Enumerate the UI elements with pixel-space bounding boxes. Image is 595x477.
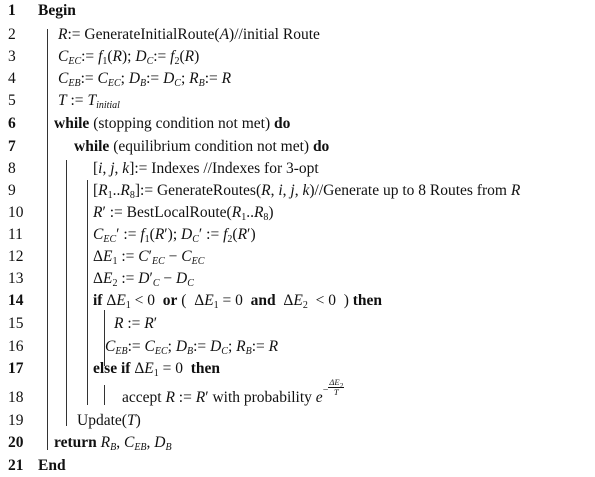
line-number: 6 bbox=[8, 115, 16, 132]
line-number: 3 bbox=[8, 48, 16, 65]
line-number: 14 bbox=[8, 292, 24, 309]
line-number: 9 bbox=[8, 182, 16, 199]
line-number: 4 bbox=[8, 70, 16, 87]
line-number: 8 bbox=[8, 160, 16, 177]
inner-while-guide bbox=[87, 180, 88, 405]
line-number: 11 bbox=[8, 226, 23, 243]
comment: //Indexes for 3-opt bbox=[203, 160, 319, 177]
line-12: $\Delta E_1$ := $C'_{EC} - C_{EC}$ bbox=[93, 248, 205, 267]
line-3: $C_{EC}:= f_1(R)$; $D_C:= f_2(R)$ bbox=[58, 48, 200, 67]
line-1 bbox=[38, 0, 76, 22]
line-number: 2 bbox=[8, 26, 16, 43]
line-number: 12 bbox=[8, 248, 24, 265]
line-13: $\Delta E_2$ := $D'_C - D_C$ bbox=[93, 270, 194, 289]
line-7: while (equilibrium condition not met) do bbox=[74, 138, 330, 155]
line-number: 20 bbox=[8, 434, 24, 451]
line-number: 17 bbox=[8, 360, 24, 377]
comment: //initial Route bbox=[234, 26, 320, 43]
line-19: Update(T) bbox=[77, 412, 141, 429]
line-14: if $\Delta E_1 < 0$ or ( $\Delta E_1 = 0$ and $\Delta E_2 < 0$ ) then bbox=[93, 292, 383, 311]
line-number: 7 bbox=[8, 138, 16, 155]
line-20: return $R_B$, $C_{EB}$, $D_B$ bbox=[54, 434, 172, 453]
line-number: 18 bbox=[8, 389, 24, 406]
line-6: while (stopping condition not met) do bbox=[54, 115, 291, 132]
line-10: R′ := $BestLocalRoute(R_1..R_8)$ bbox=[93, 204, 274, 223]
line-17: else if $\Delta E_1 = 0$ then bbox=[93, 360, 221, 379]
else-if-block-guide bbox=[104, 385, 105, 405]
line-21 bbox=[38, 455, 66, 477]
line-number: 19 bbox=[8, 412, 24, 429]
comment: //Generate up to 8 Routes from bbox=[314, 182, 507, 199]
line-4: $C_{EB}:= C_{EC}$; $D_B:= D_C$; $R_B:= R$ bbox=[58, 70, 232, 89]
line-18: accept R := R′ with probability $e^{- \frac{\Delta E_2}{T}}$ bbox=[122, 377, 344, 406]
line-number: 5 bbox=[8, 92, 16, 109]
line-number: 1 bbox=[8, 2, 16, 19]
line-15: R := R′ bbox=[114, 315, 158, 332]
function-name: GenerateInitialRoute bbox=[84, 26, 215, 43]
begin-block-guide bbox=[47, 29, 48, 450]
end-keyword: End bbox=[38, 457, 66, 474]
line-16: $C_{EB}:= C_{EC}$; $D_B:= D_C$; $R_B:= R$ bbox=[105, 338, 279, 357]
line-number: 10 bbox=[8, 204, 24, 221]
outer-while-guide bbox=[66, 160, 67, 426]
line-number: 13 bbox=[8, 270, 24, 287]
line-2: R:= GenerateInitialRoute(A)//initial Route bbox=[58, 26, 320, 43]
line-number: 15 bbox=[8, 315, 24, 332]
line-number: 21 bbox=[8, 457, 24, 474]
line-5: T := $T_{initial}$ bbox=[58, 92, 120, 111]
line-number: 16 bbox=[8, 338, 24, 355]
line-9: $[R_1..R_8]:=$ GenerateRoutes(R, i, j, k)//Generate up to 8 Routes from R bbox=[93, 182, 521, 201]
begin-keyword: Begin bbox=[38, 2, 76, 19]
line-8: [i, j, k]:= Indexes //Indexes for 3-opt bbox=[93, 160, 319, 177]
line-11: $C_{EC}'$ := $f_1(R')$; $D_C'$ := $f_2(R')$ bbox=[93, 226, 256, 245]
